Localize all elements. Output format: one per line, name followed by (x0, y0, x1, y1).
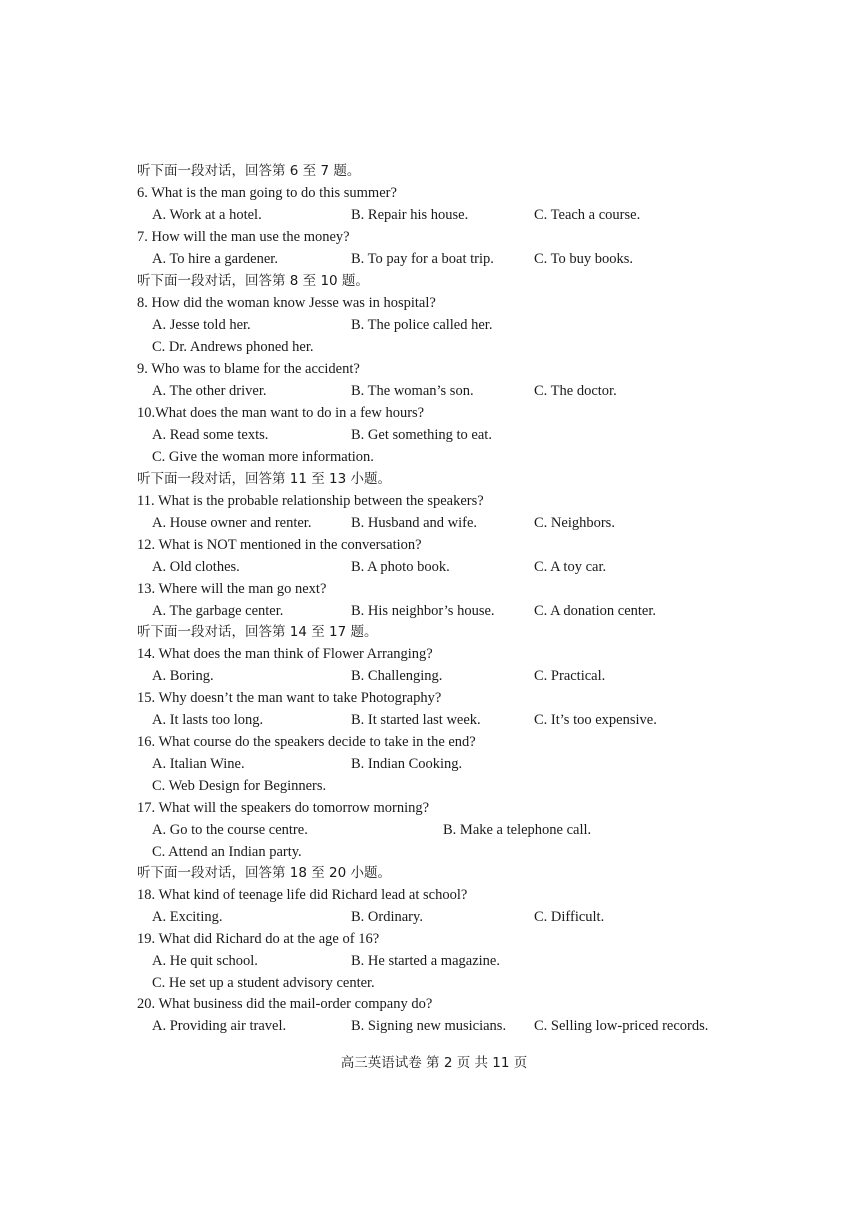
option-b: B. He started a magazine. (351, 953, 500, 969)
option-c: C. Teach a course. (534, 207, 641, 223)
option-a: A. Boring. (152, 668, 214, 684)
option-c: C. Difficult. (534, 909, 605, 925)
option-c: C. Give the woman more information. (152, 449, 374, 465)
option-a: A. Read some texts. (152, 427, 269, 443)
option-b: B. To pay for a boat trip. (351, 251, 494, 267)
option-a: A. To hire a gardener. (152, 251, 278, 267)
option-c: C. Web Design for Beginners. (152, 778, 327, 794)
option-a: A. Italian Wine. (152, 756, 245, 772)
option-a: A. The other driver. (152, 383, 267, 399)
option-b: B. The police called her. (351, 317, 493, 333)
option-a: A. House owner and renter. (152, 515, 312, 531)
option-b: B. Get something to eat. (351, 427, 492, 443)
option-a: A. Jesse told her. (152, 317, 251, 333)
option-c: C. Attend an Indian party. (152, 844, 302, 860)
option-c: C. He set up a student advisory center. (152, 975, 375, 991)
option-b: B. Repair his house. (351, 207, 469, 223)
option-c: C. Neighbors. (534, 515, 615, 531)
option-c: C. To buy books. (534, 251, 634, 267)
option-c: C. Practical. (534, 668, 606, 684)
option-b: B. Make a telephone call. (443, 822, 592, 838)
page-footer: 高三英语试卷 第 2 页 共 11 页 (340, 1055, 528, 1071)
option-c: C. It’s too expensive. (534, 712, 657, 728)
option-b: B. Indian Cooking. (351, 756, 463, 772)
option-c: C. A donation center. (534, 603, 657, 619)
option-b: B. Challenging. (351, 668, 443, 684)
option-b: B. Ordinary. (351, 909, 423, 925)
exam-page: 听下面一段对话，回答第 6 至 7 题。 6. What is the man going to do this summer? A. Work at a hotel. B. Repair his house. C. Teach a course. 7. How will the man use the money? A. To hire a gardener. B. To pay for a boat trip. C. To buy books. 听下面一段对话，回答第 8 至 10 题。 8. How did the woman know Jesse was in hospital? A. Jesse told her. B. The police called her. C. Dr. Andrews phoned her. 9. Who was to blame for the accident? A. The other driver. B. The woman’s son. C. The doctor. 10.What does the man want to do in a few hours? A. Read some texts. B. Get something to eat. C. Give the woman more information. 听下面一段对话，回答第 11 至 13 小题。 11. What is the probable relationship between the speakers? A. House owner and renter. B. Husband and wife. C. Neighbors. 12. What is NOT mentioned in the conversation? A. Old clothes. B. A photo book. C. A toy car. 13. Where will the man go next? A. The garbage center. B. His neighbor’s house. C. A donation center. 听下面一段对话，回答第 14 至 17 题。 14. What does the man think of Flower Arranging? A. Boring. B. Challenging. C. Practical. 15. Why doesn’t the man want to take Photography? A. It lasts too long. B. It started last week. C. It’s too expensive. 16. What course do the speakers decide to take in the end? A. Italian Wine. B. Indian Cooking. C. Web Design for Beginners. 17. What will the speakers do tomorrow morning? A. Go to the course centre. B. Make a telephone call. C. Attend an Indian party. 听下面一段对话，回答第 18 至 20 小题。 18. What kind of teenage life did Richard lead at school? A. Exciting. B. Ordinary. C. Difficult. 19. What did Richard do at the age of 16? A. He quit school. B. He started a magazine. C. He set up a student advisory center. 20. What business did the mail-order company do? A. Providing air travel. B. Signing new musicians. C. Selling low-priced records. 高三英语试卷 第 2 页 共 11 页 (0, 0, 868, 1227)
option-c: C. Selling low-priced records. (534, 1018, 709, 1034)
option-b: B. A photo book. (351, 559, 450, 575)
option-a: A. The garbage center. (152, 603, 284, 619)
option-b: B. It started last week. (351, 712, 481, 728)
option-c: C. A toy car. (534, 559, 607, 575)
option-a: A. Exciting. (152, 909, 223, 925)
option-b: B. His neighbor’s house. (351, 603, 495, 619)
option-a: A. Work at a hotel. (152, 207, 262, 223)
option-c: C. The doctor. (534, 383, 617, 399)
option-a: A. He quit school. (152, 953, 258, 969)
option-a: A. Go to the course centre. (152, 822, 308, 838)
option-a: A. It lasts too long. (152, 712, 264, 728)
option-c: C. Dr. Andrews phoned her. (152, 339, 314, 355)
option-b: B. The woman’s son. (351, 383, 474, 399)
option-b: B. Husband and wife. (351, 515, 478, 531)
option-a: A. Providing air travel. (152, 1018, 287, 1034)
option-a: A. Old clothes. (152, 559, 240, 575)
option-b: B. Signing new musicians. (351, 1018, 507, 1034)
